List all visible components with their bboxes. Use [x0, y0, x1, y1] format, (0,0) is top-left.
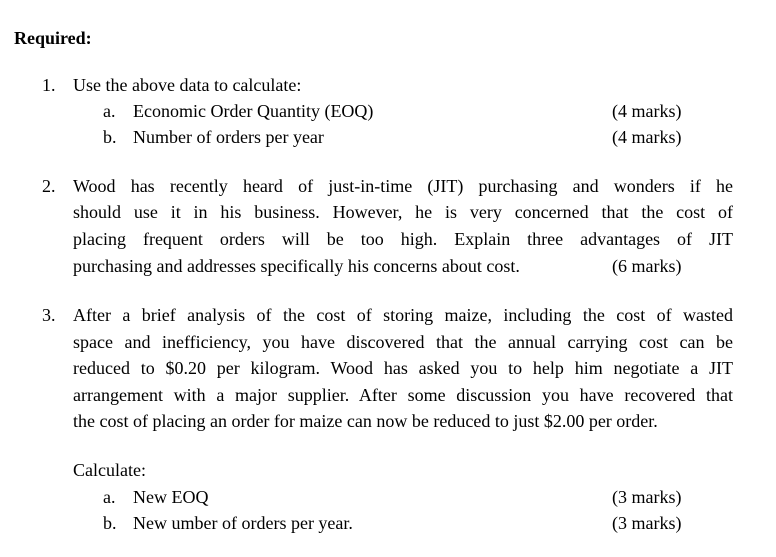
q1b-marks: (4 marks) — [612, 127, 682, 147]
q3b-text: New umber of orders per year. — [133, 513, 353, 533]
q2-line: Wood has recently heard of just-in-time (JIT) purchasing and wonders if he — [73, 176, 733, 196]
q1b-text: Number of orders per year — [133, 127, 324, 147]
q3b-letter: b. — [103, 513, 117, 533]
q1-text: Use the above data to calculate: — [73, 75, 302, 95]
q1a-marks: (4 marks) — [612, 101, 682, 121]
q3-line: After a brief analysis of the cost of storing maize, including the cost of wasted — [73, 305, 733, 325]
q2-line: purchasing and addresses specifically his concerns about cost. — [73, 256, 520, 276]
q1a-letter: a. — [103, 101, 116, 121]
q3b-marks: (3 marks) — [612, 513, 682, 533]
q2-line: should use it in his business. However, he is very concerned that the cost of — [73, 202, 733, 222]
required-heading: Required: — [14, 28, 92, 48]
q3-line: reduced to $0.20 per kilogram. Wood has asked you to help him negotiate a JIT — [73, 358, 733, 378]
q3-number: 3. — [42, 305, 56, 325]
q1-number: 1. — [42, 75, 56, 95]
q2-marks: (6 marks) — [612, 256, 682, 276]
q3a-text: New EOQ — [133, 487, 209, 507]
q3-calculate-label: Calculate: — [73, 460, 146, 480]
q1b-letter: b. — [103, 127, 117, 147]
q1a-text: Economic Order Quantity (EOQ) — [133, 101, 374, 121]
q3-line: space and inefficiency, you have discovered that the annual carrying cost can be — [73, 332, 733, 352]
q2-line: placing frequent orders will be too high. Explain three advantages of JIT — [73, 229, 733, 249]
q3-line: arrangement with a major supplier. After some discussion you have recovered that — [73, 385, 733, 405]
q2-number: 2. — [42, 176, 56, 196]
q3a-letter: a. — [103, 487, 116, 507]
q3a-marks: (3 marks) — [612, 487, 682, 507]
q3-line: the cost of placing an order for maize can now be reduced to just $2.00 per order. — [73, 411, 658, 431]
